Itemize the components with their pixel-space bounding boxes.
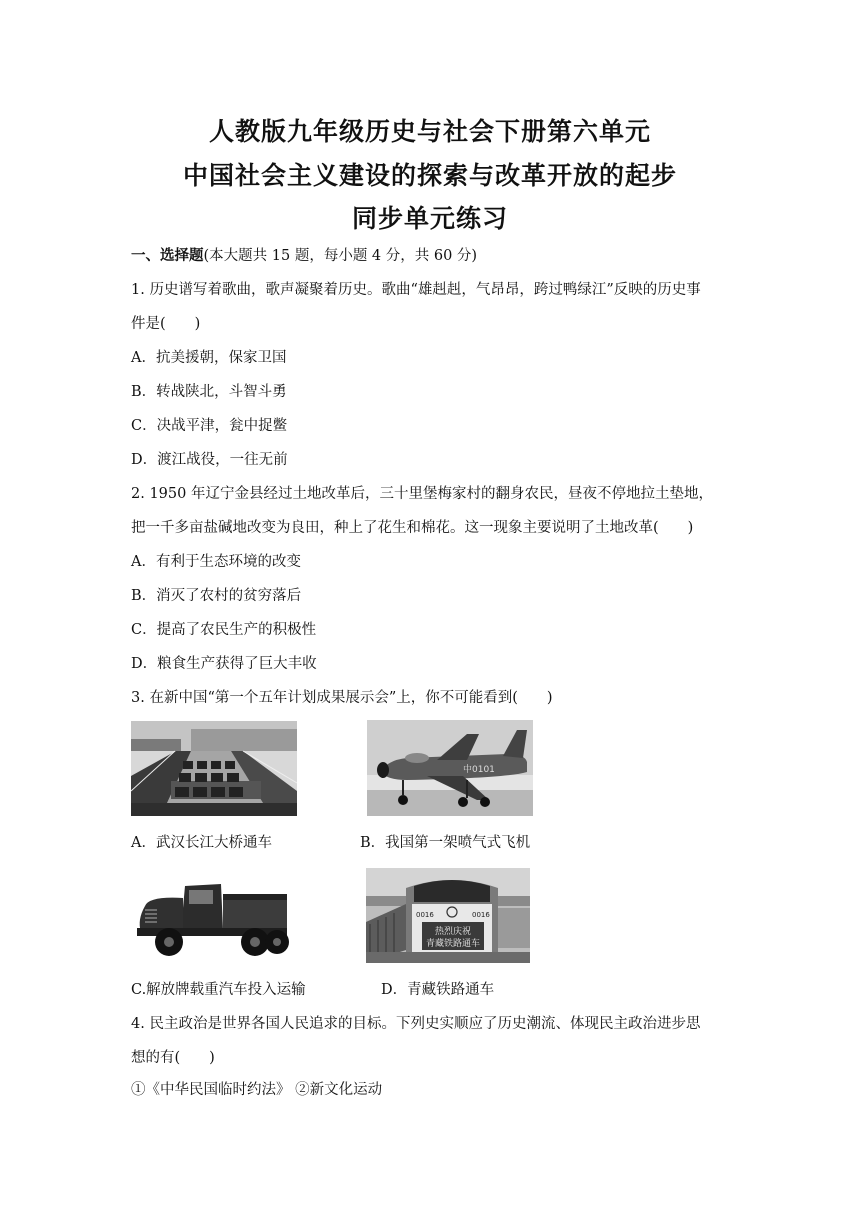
question-4-stem-line-2: 想的有( ) (131, 1050, 215, 1066)
question-3-caption-a: A．武汉长江大桥通车 (131, 835, 272, 851)
jet-plane-photo (367, 720, 533, 816)
section-heading-label: 一、选择题 (131, 247, 204, 264)
section-heading (131, 246, 477, 266)
question-2-stem-line-2: 把一千多亩盐碱地改变为良田，种上了花生和棉花。这一现象主要说明了土地改革( ) (131, 520, 694, 536)
truck-photo (131, 870, 295, 962)
question-3-caption-c: C.解放牌载重汽车投入运输 (131, 982, 306, 998)
question-1-stem-line-1: 1. 历史谱写着歌曲，歌声凝聚着历史。歌曲“雄赳赳，气昂昂，跨过鸭绿江”反映的历史事 (131, 282, 701, 298)
train-sign-bottom: 青藏铁路通车 (425, 939, 481, 949)
question-3-stem: 3. 在新中国“第一个五年计划成果展示会”上，你不可能看到( ) (131, 690, 553, 706)
question-1-stem-line-2: 件是( ) (131, 316, 201, 332)
question-1-option-c: C．决战平津，瓮中捉鳖 (131, 418, 288, 434)
question-1-option-b: B．转战陕北，斗智斗勇 (131, 384, 287, 400)
document-title-line-3: 同步单元练习 (351, 204, 508, 233)
question-1-option-a: A．抗美援朝，保家卫国 (131, 350, 287, 366)
section-heading-note: (本大题共 15 题，每小题 4 分，共 60 分) (203, 248, 478, 264)
train-sign-top: 热烈庆祝 (434, 927, 472, 937)
question-2-option-a: A．有利于生态环境的改变 (131, 554, 301, 570)
train-number-right: 0016 (472, 911, 490, 919)
question-4-items: ①《中华民国临时约法》 ②新文化运动 (131, 1082, 383, 1098)
question-2-option-b: B．消灭了农村的贫穷落后 (131, 588, 302, 604)
question-2-stem-line-1: 2. 1950 年辽宁金县经过土地改革后，三十里堡梅家村的翻身农民，昼夜不停地拉土垫地， (131, 486, 713, 502)
question-4-stem-line-1: 4. 民主政治是世界各国人民追求的目标。下列史实顺应了历史潮流、体现民主政治进步思 (131, 1016, 701, 1032)
train-number-left: 0016 (416, 911, 434, 919)
question-2-option-c: C．提高了农民生产的积极性 (131, 622, 317, 638)
question-1-option-d: D．渡江战役，一往无前 (131, 452, 288, 468)
document-title-line-2: 中国社会主义建设的探索与改革开放的起步 (182, 161, 677, 190)
svg-text:中0101: 中0101 (463, 765, 495, 775)
question-3-caption-b: B．我国第一架喷气式飞机 (360, 835, 531, 851)
train-photo (366, 868, 530, 963)
question-3-caption-d: D．青藏铁路通车 (381, 982, 495, 998)
question-2-option-d: D．粮食生产获得了巨大丰收 (131, 656, 317, 672)
bridge-photo (131, 721, 297, 816)
document-title-line-1: 人教版九年级历史与社会下册第六单元 (208, 117, 651, 146)
